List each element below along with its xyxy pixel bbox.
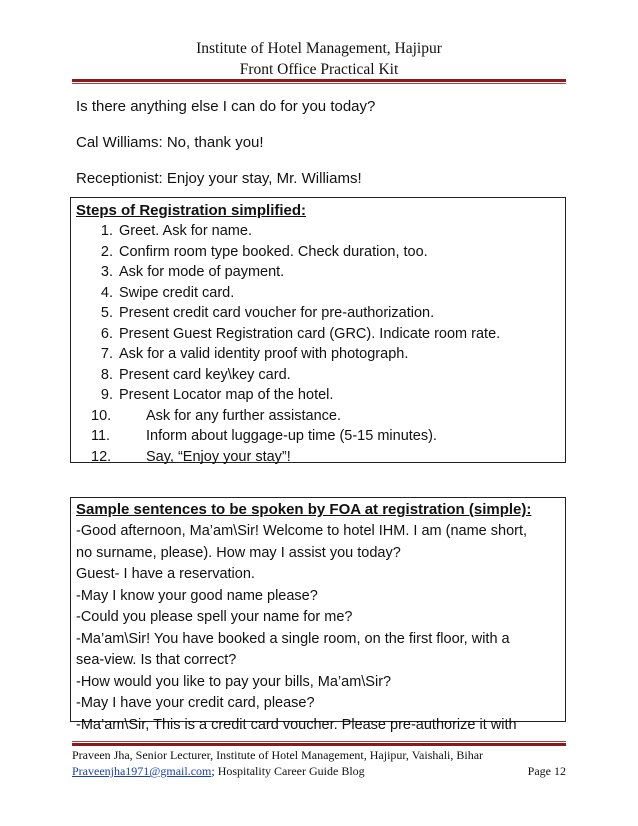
sentence-line: Guest- I have a reservation. — [76, 566, 255, 582]
footer-rule-thick — [72, 743, 566, 746]
step-item: 4. Swipe credit card. — [100, 284, 235, 301]
step-item: 1. Greet. Ask for name. — [100, 223, 252, 239]
sentence-line: sea-view. Is that correct? — [76, 652, 237, 668]
footer-rule-thin — [72, 741, 566, 742]
sentence-line: -How would you like to pay your bills, Ma’am\Sir? — [76, 673, 392, 690]
footer-author: Praveen Jha, Senior Lecturer, Institute of Hotel Management, Hajipur, Vaishali, Bihar — [72, 748, 484, 762]
steps-title: Steps of Registration simplified: — [76, 202, 307, 219]
dialogue-line-1: Is there anything else I can do for you today? — [76, 98, 376, 115]
sentence-line: -May I know your good name please? — [76, 587, 318, 604]
step-item: 6. Present Guest Registration card (GRC). Indicate room rate. — [100, 325, 501, 342]
sentence-line: no surname, please). How may I assist you today? — [76, 544, 401, 561]
sentence-line: -Ma’am\Sir, This is a credit card voucher. Please pre-authorize it with — [76, 716, 517, 733]
step-item: 2. Confirm room type booked. Check duration, too. — [100, 243, 428, 260]
step-item: 10. Ask for any further assistance. — [91, 407, 342, 424]
step-item: 7. Ask for a valid identity proof with photograph. — [100, 346, 409, 362]
step-item: 8. Present card key\key card. — [100, 366, 291, 383]
footer-email-link[interactable]: Praveenjha1971@gmail.com — [72, 764, 212, 778]
footer-links — [72, 764, 566, 779]
step-item: 3. Ask for mode of payment. — [100, 264, 285, 280]
step-item: 9. Present Locator map of the hotel. — [100, 387, 334, 403]
steps-list — [76, 221, 561, 467]
header-rule-thick — [72, 79, 566, 82]
sample-sentences-box — [70, 497, 566, 733]
sentence-line: -May I have your credit card, please? — [76, 695, 315, 711]
sentence-line: -Good afternoon, Ma’am\Sir! Welcome to hotel IHM. I am (name short, — [76, 523, 528, 539]
footer-blog-text: ; Hospitality Career Guide Blog — [211, 764, 365, 778]
step-item: 5. Present credit card voucher for pre-authorization. — [100, 305, 435, 321]
sentence-line: -Could you please spell your name for me? — [76, 609, 353, 625]
step-item: 12. Say, “Enjoy your stay”! — [91, 448, 291, 465]
header-rule-thin — [72, 83, 566, 84]
page-number: Page 12 — [527, 764, 566, 778]
step-item: 11. Inform about luggage-up time (5-15 minutes). — [91, 428, 437, 444]
registration-steps-box — [70, 197, 566, 463]
header-institute: Institute of Hotel Management, Hajipur — [196, 40, 442, 57]
dialogue-line-3: Receptionist: Enjoy your stay, Mr. Williams! — [76, 170, 362, 187]
sentence-line: -Ma’am\Sir! You have booked a single room, on the first floor, with a — [76, 630, 510, 647]
dialogue-line-2: Cal Williams: No, thank you! — [76, 134, 264, 151]
sentences-title: Sample sentences to be spoken by FOA at registration (simple): — [76, 501, 532, 518]
header-kit-title: Front Office Practical Kit — [239, 61, 399, 78]
page-header — [0, 38, 638, 80]
